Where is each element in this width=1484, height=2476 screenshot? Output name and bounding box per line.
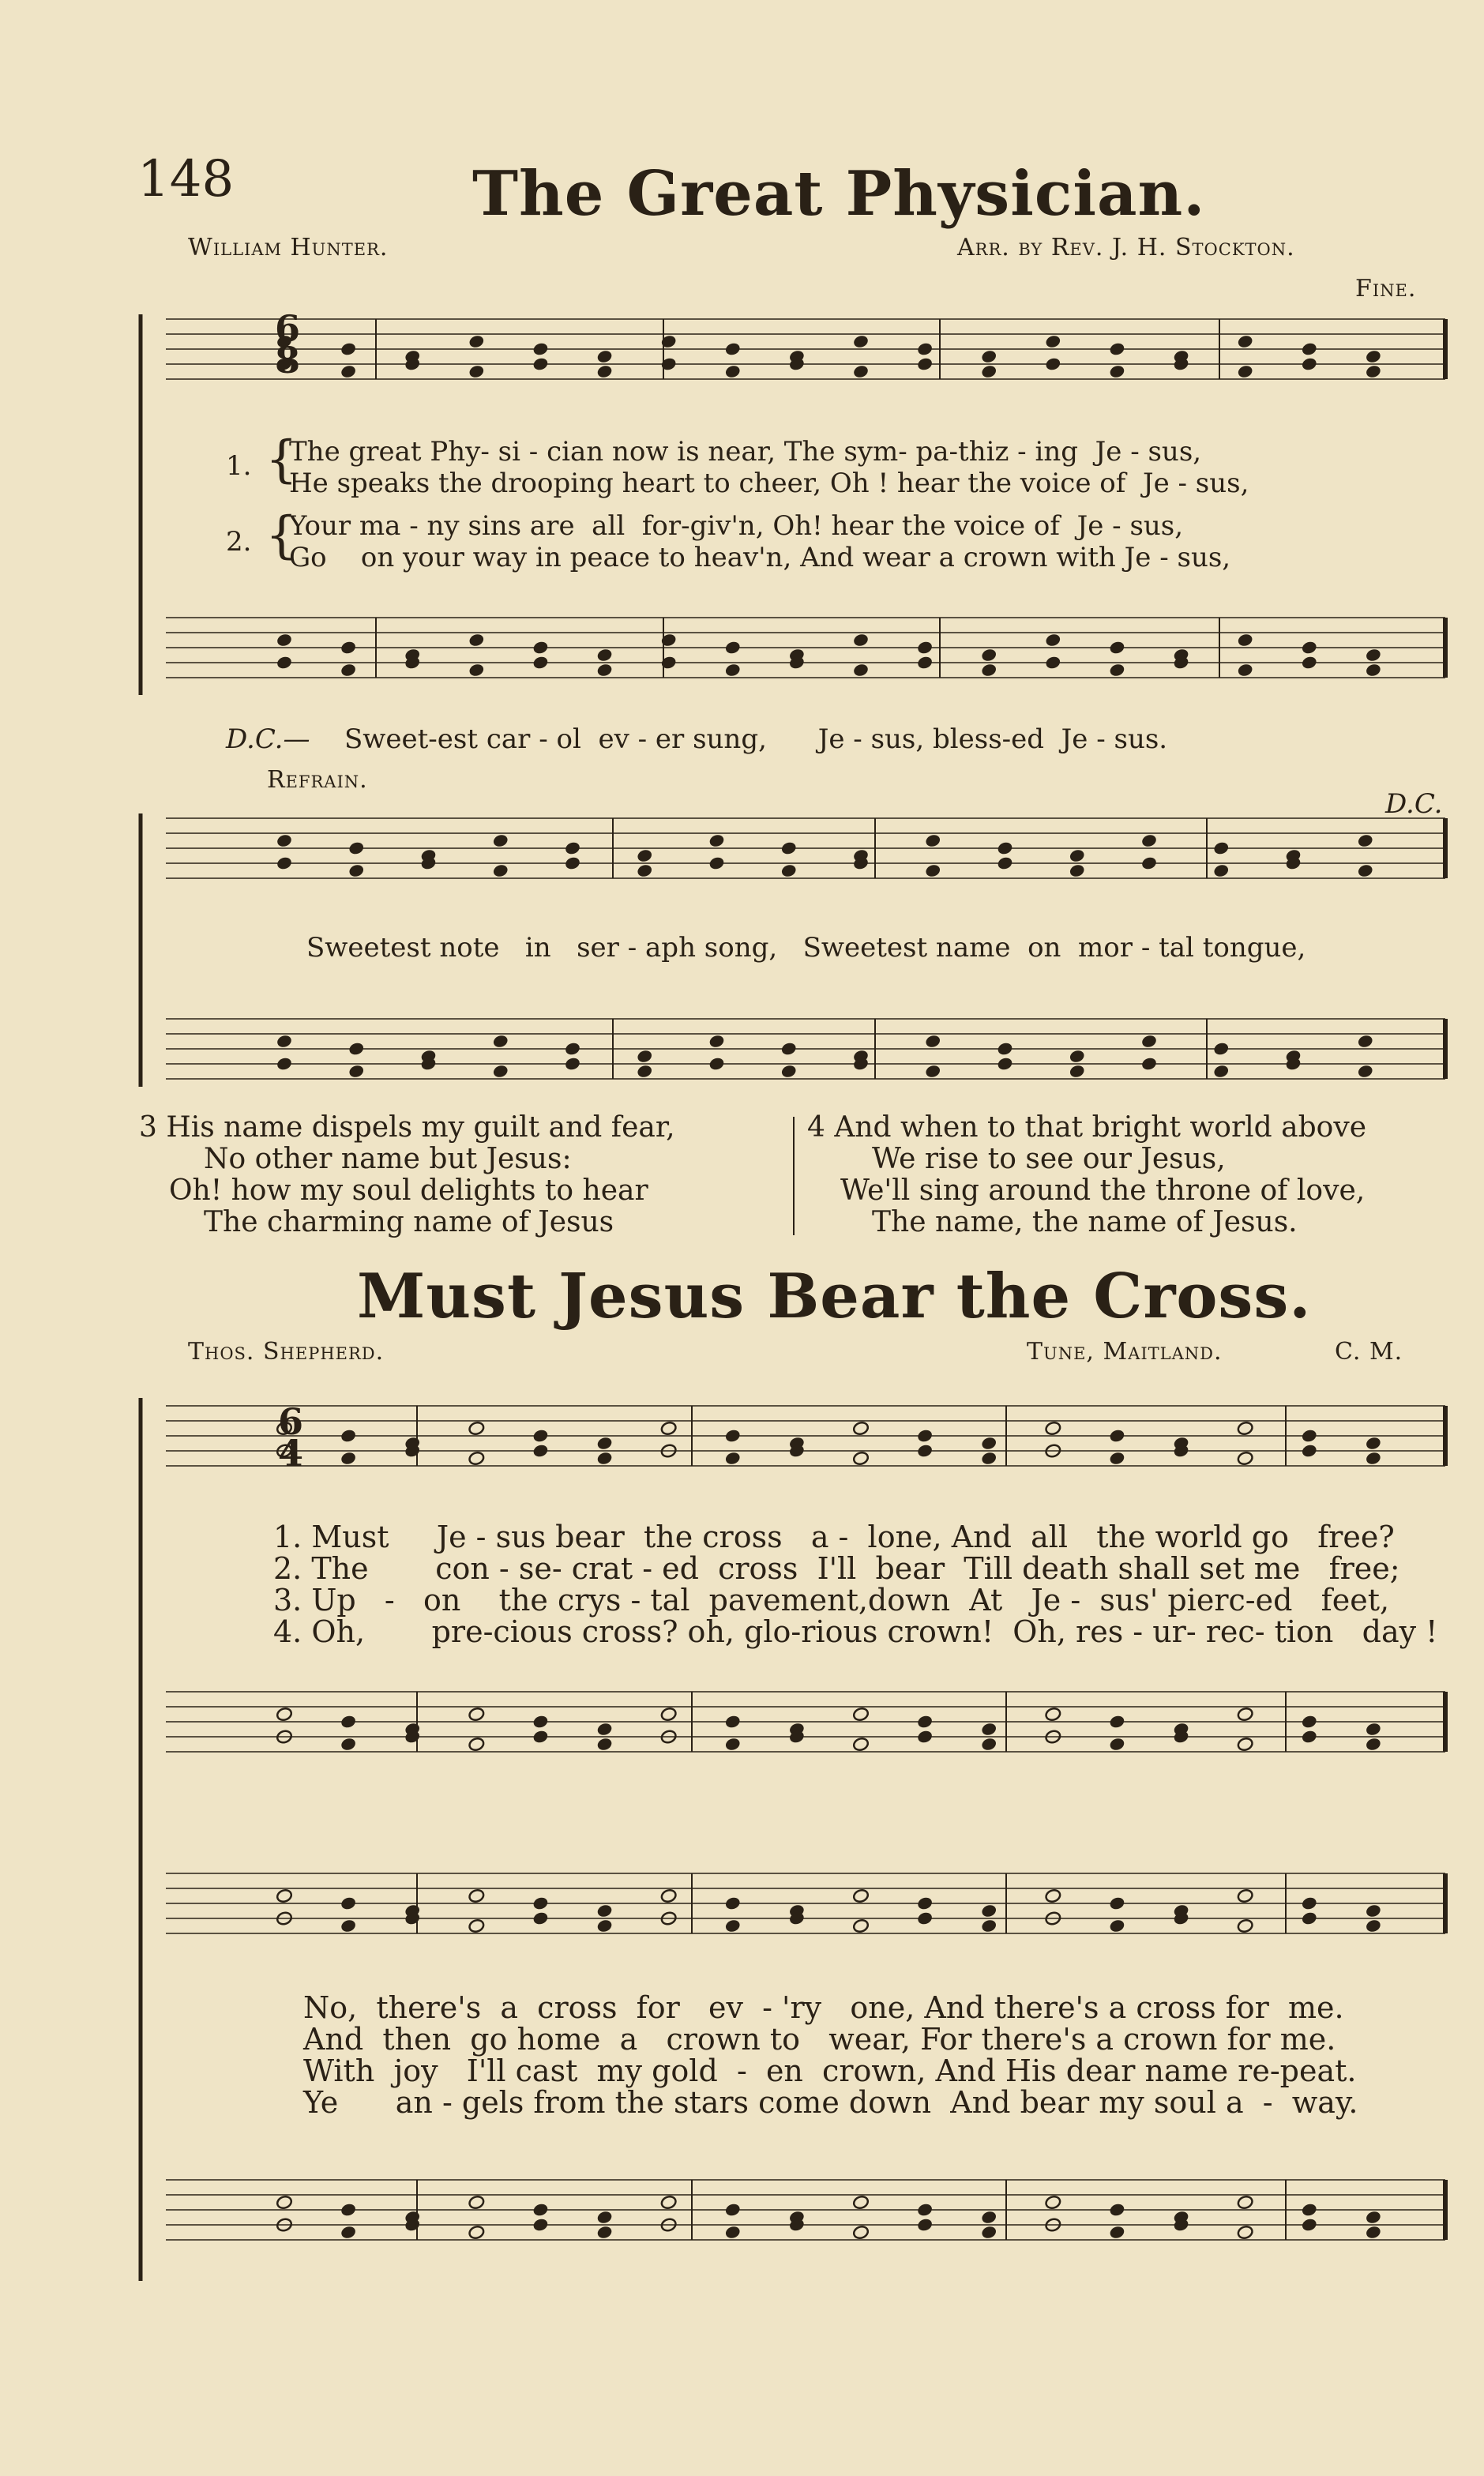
lyric-line: 3. Up - on the crys - tal pavement,down At Je - sus' pierc-ed feet, bbox=[273, 1583, 1390, 1617]
lyric-line: 1. Must Je - sus bear the cross a - lone, And all the world go free? bbox=[273, 1520, 1395, 1554]
hymn1-title: The Great Physician. bbox=[472, 158, 1206, 230]
verse-3: 3 His name dispels my guilt and fear, No other name but Jesus: Oh! how my soul delights to hear The charming name of Jesus bbox=[139, 1111, 675, 1238]
hymn2-title: Must Jesus Bear the Cross. bbox=[357, 1261, 1312, 1332]
lyric-line: The great Phy- si - cian now is near, The sym- pa-thiz - ing Je - sus, bbox=[289, 436, 1202, 468]
hymn1-author: William Hunter. bbox=[188, 234, 389, 261]
lyric-line: And then go home a crown to wear, For there's a crown for me. bbox=[303, 2022, 1336, 2057]
dc-prefix: D.C.— bbox=[226, 723, 310, 755]
time-signature-2: 6 4 bbox=[278, 1400, 304, 1475]
lyric-line: 4. Oh, pre-cious cross? oh, glo-rious crown! Oh, res - ur- rec- tion day ! bbox=[273, 1614, 1438, 1649]
hymn1-arranger: Arr. by Rev. J. H. Stockton. bbox=[957, 234, 1295, 261]
lyric-line: 2. The con - se- crat - ed cross I'll bear Till death shall set me free; bbox=[273, 1551, 1400, 1586]
lyric-line: No, there's a cross for ev - 'ry one, And there's a cross for me. bbox=[303, 1990, 1344, 2025]
hymn2-meter: C. M. bbox=[1335, 1338, 1403, 1366]
dc-mark: D.C. bbox=[1385, 788, 1443, 820]
verse-number-2: 2. bbox=[226, 526, 252, 558]
hymn2-tune: Tune, Maitland. bbox=[1027, 1338, 1223, 1366]
lyric-line: Go on your way in peace to heav'n, And wear a crown with Je - sus, bbox=[289, 542, 1231, 573]
verse-4: 4 And when to that bright world above We rise to see our Jesus, We'll sing around the throne of love, The name, the name of Jesus. bbox=[807, 1111, 1366, 1238]
verse-divider bbox=[793, 1117, 795, 1235]
verse-brace: { bbox=[265, 430, 298, 489]
refrain-line: Sweetest note in ser - aph song, Sweetest name on mor - tal tongue, bbox=[306, 932, 1306, 964]
hymn2-author: Thos. Shepherd. bbox=[188, 1338, 385, 1366]
lyric-line: He speaks the drooping heart to cheer, Oh ! hear the voice of Je - sus, bbox=[289, 468, 1249, 499]
lyric-line: With joy I'll cast my gold - en crown, And His dear name re-peat. bbox=[303, 2053, 1357, 2088]
dc-line: Sweet-est car - ol ev - er sung, Je - sus, bless-ed Je - sus. bbox=[344, 723, 1168, 755]
verse-brace: { bbox=[265, 506, 298, 565]
lyric-line: Ye an - gels from the stars come down And bear my soul a - way. bbox=[303, 2085, 1358, 2120]
page-number: 148 bbox=[137, 150, 235, 209]
lyric-line: Your ma - ny sins are all for-giv'n, Oh! hear the voice of Je - sus, bbox=[289, 510, 1184, 542]
verse-number-1: 1. bbox=[226, 450, 252, 482]
refrain-label: Refrain. bbox=[267, 766, 368, 794]
fine-mark: Fine. bbox=[1355, 275, 1417, 302]
time-signature: 6 8 bbox=[275, 307, 301, 381]
